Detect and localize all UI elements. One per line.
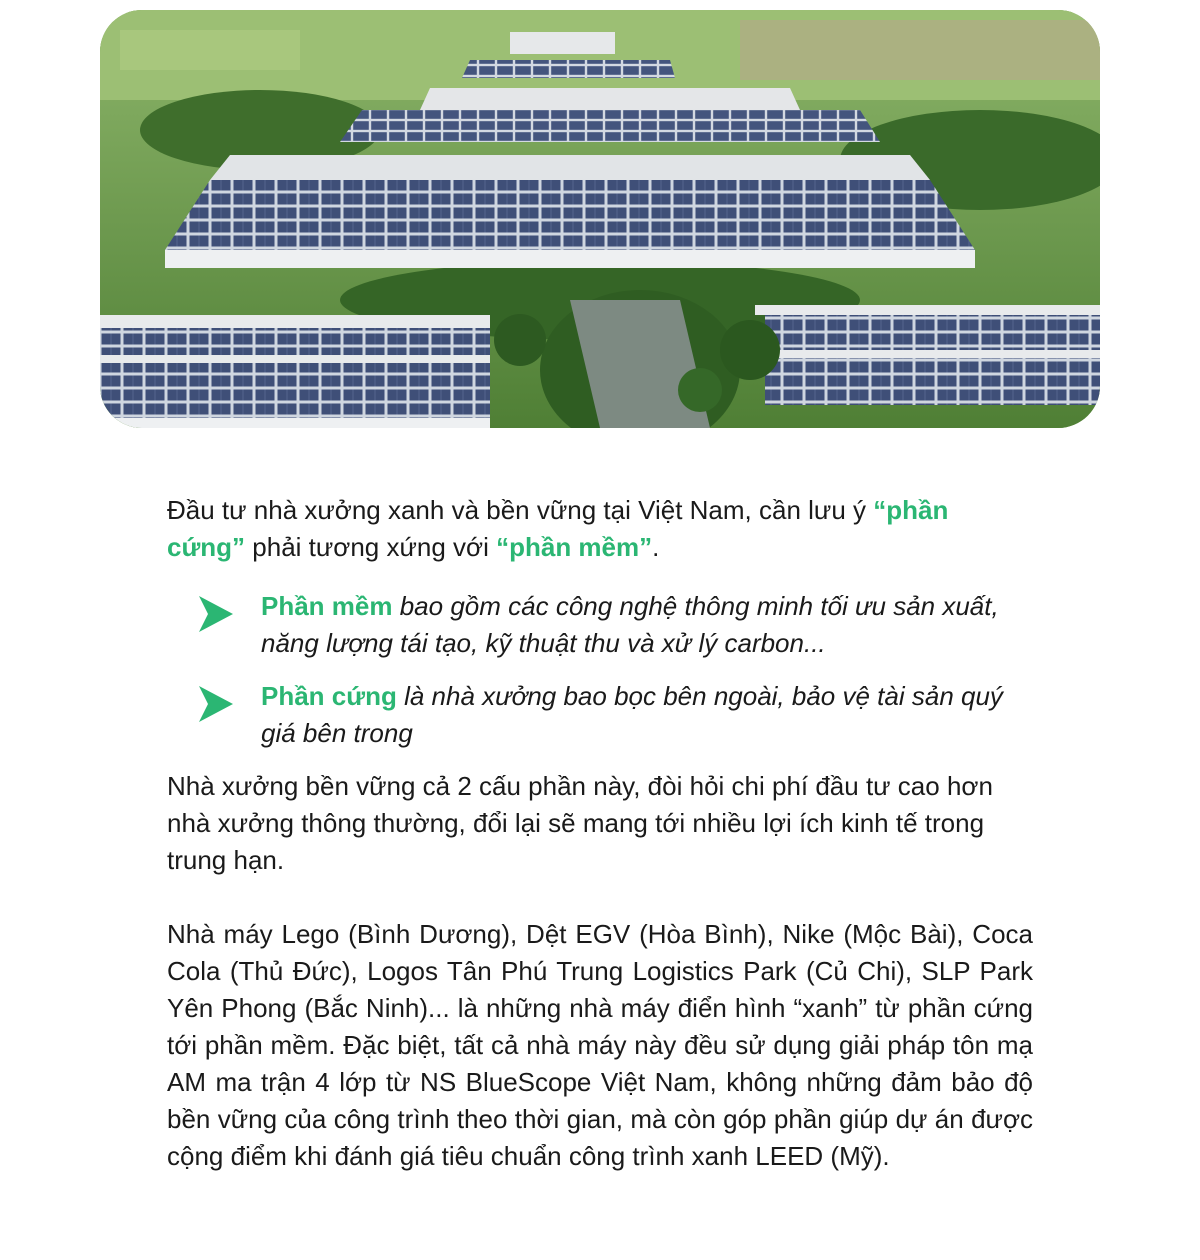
list-item (167, 678, 1033, 752)
aerial-solar-factory-photo (100, 10, 1100, 428)
intro-paragraph (167, 492, 1033, 566)
hardware-description: là nhà xưởng bao bọc bên ngoài, bảo vệ tài sản quý giá bên trong (261, 681, 1003, 748)
intro-text: phải tương xứng với (245, 532, 497, 562)
intro-text: Đầu tư nhà xưởng xanh và bền vững tại Việt Nam, cần lưu ý (167, 495, 874, 525)
arrow-icon (199, 686, 233, 722)
hero-image (100, 10, 1100, 428)
cost-paragraph: Nhà xưởng bền vững cả 2 cấu phần này, đòi hỏi chi phí đầu tư cao hơn nhà xưởng thông thường, đổi lại sẽ mang tới nhiều lợi ích kinh tế trong trung hạn. (167, 771, 993, 875)
arrow-icon (199, 596, 233, 632)
software-highlight: “phần mềm” (496, 532, 653, 562)
article-body (167, 492, 1033, 1175)
software-term: Phần mềm (261, 591, 393, 621)
hardware-highlight: “phần cứng” (167, 495, 949, 562)
intro-text: . (652, 532, 660, 562)
hardware-term: Phần cứng (261, 681, 397, 711)
bullet-list (167, 588, 1033, 752)
list-item (167, 588, 1033, 662)
software-description: bao gồm các công nghệ thông minh tối ưu sản xuất, năng lượng tái tạo, kỹ thuật thu và xử lý carbon... (261, 591, 999, 658)
examples-paragraph: Nhà máy Lego (Bình Dương), Dệt EGV (Hòa Bình), Nike (Mộc Bài), Coca Cola (Thủ Đức), Logos Tân Phú Trung Logistics Park (Củ Chi), SLP Park Yên Phong (Bắc Ninh)... là những nhà máy điển hình “xanh” từ phần cứng tới phần mềm. Đặc biệt, tất cả nhà máy này đều sử dụng giải pháp tôn mạ AM ma trận 4 lớp từ NS BlueScope Việt Nam, không những đảm bảo độ bền vững của công trình theo thời gian, mà còn góp phần giúp dự án được cộng điểm khi đánh giá tiêu chuẩn công trình xanh LEED (Mỹ). (167, 919, 1033, 1171)
